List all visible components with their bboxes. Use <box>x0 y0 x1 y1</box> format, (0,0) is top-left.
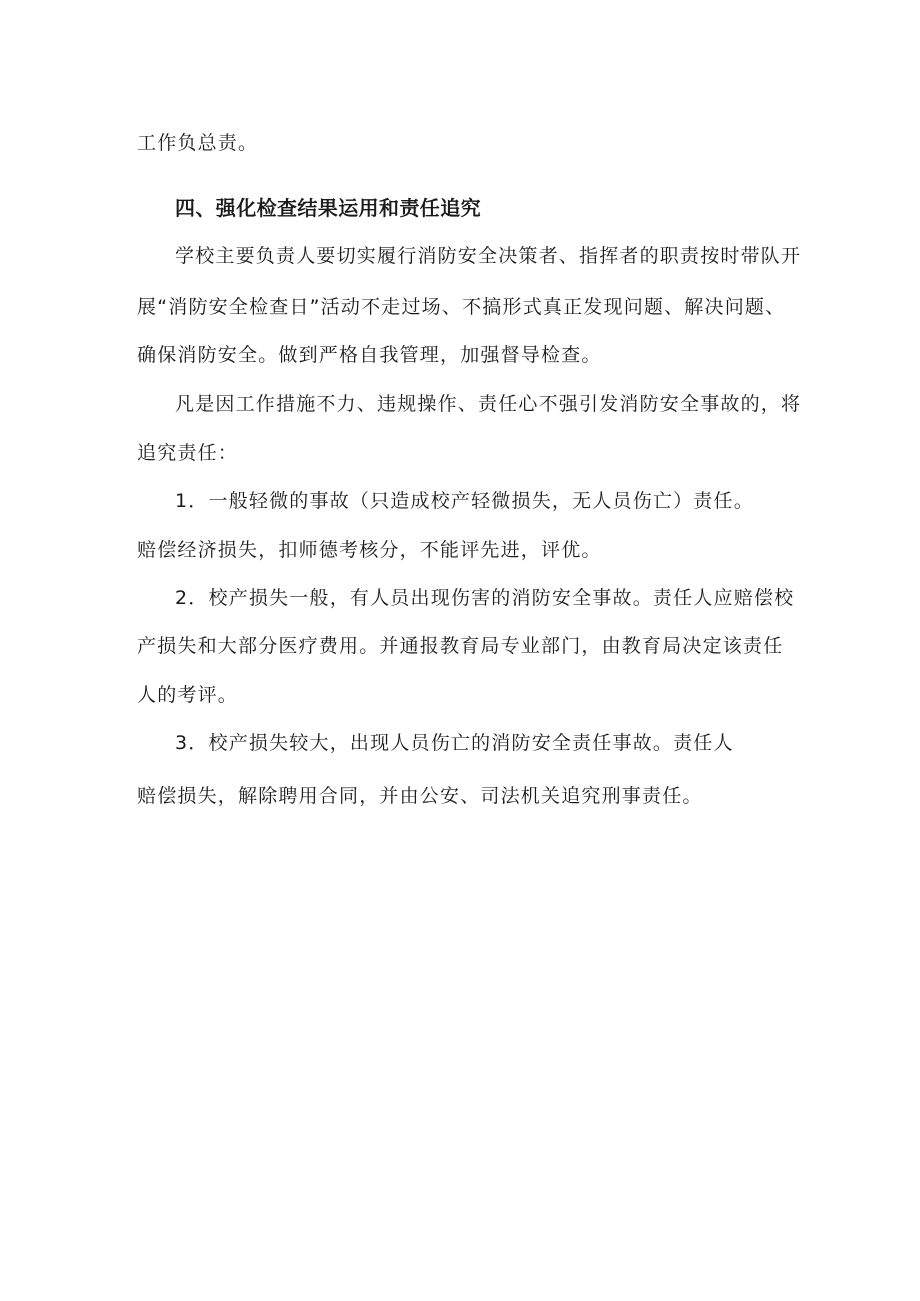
list-item-1-continuation: 赔偿经济损失，扣师德考核分，不能评先进，评优。 <box>137 539 602 561</box>
paragraph-line: 凡是因工作措施不力、违规操作、责任心不强引发消防安全事故的，将 <box>175 393 802 415</box>
paragraph-line: 学校主要负责人要切实履行消防安全决策者、指挥者的职责按时带队开 <box>175 245 802 267</box>
paragraph-line: 展“消防安全检查日”活动不走过场、不搞形式真正发现问题、解决问题、 <box>137 296 786 318</box>
list-item-3: 3．校产损失较大，出现人员伤亡的消防安全责任事故。责任人 <box>175 732 734 754</box>
list-item-3-continuation: 赔偿损失，解除聘用合同，并由公安、司法机关追究刑事责任。 <box>137 785 703 807</box>
text-line-continuation: 工作负总责。 <box>137 132 259 154</box>
paragraph-line: 追究责任： <box>137 442 239 464</box>
paragraph-line: 确保消防安全。做到严格自我管理，加强督导检查。 <box>137 344 602 366</box>
list-item-2-continuation: 产损失和大部分医疗费用。并通报教育局专业部门，由教育局决定该责任 <box>137 635 784 657</box>
list-item-1: 1．一般轻微的事故（只造成校产轻微损失，无人员伤亡）责任。 <box>175 490 754 512</box>
list-item-2: 2．校产损失一般，有人员出现伤害的消防安全事故。责任人应赔偿校 <box>175 587 795 609</box>
section-heading: 四、强化检查结果运用和责任追究 <box>175 196 481 220</box>
list-item-2-continuation: 人的考评。 <box>137 684 239 706</box>
